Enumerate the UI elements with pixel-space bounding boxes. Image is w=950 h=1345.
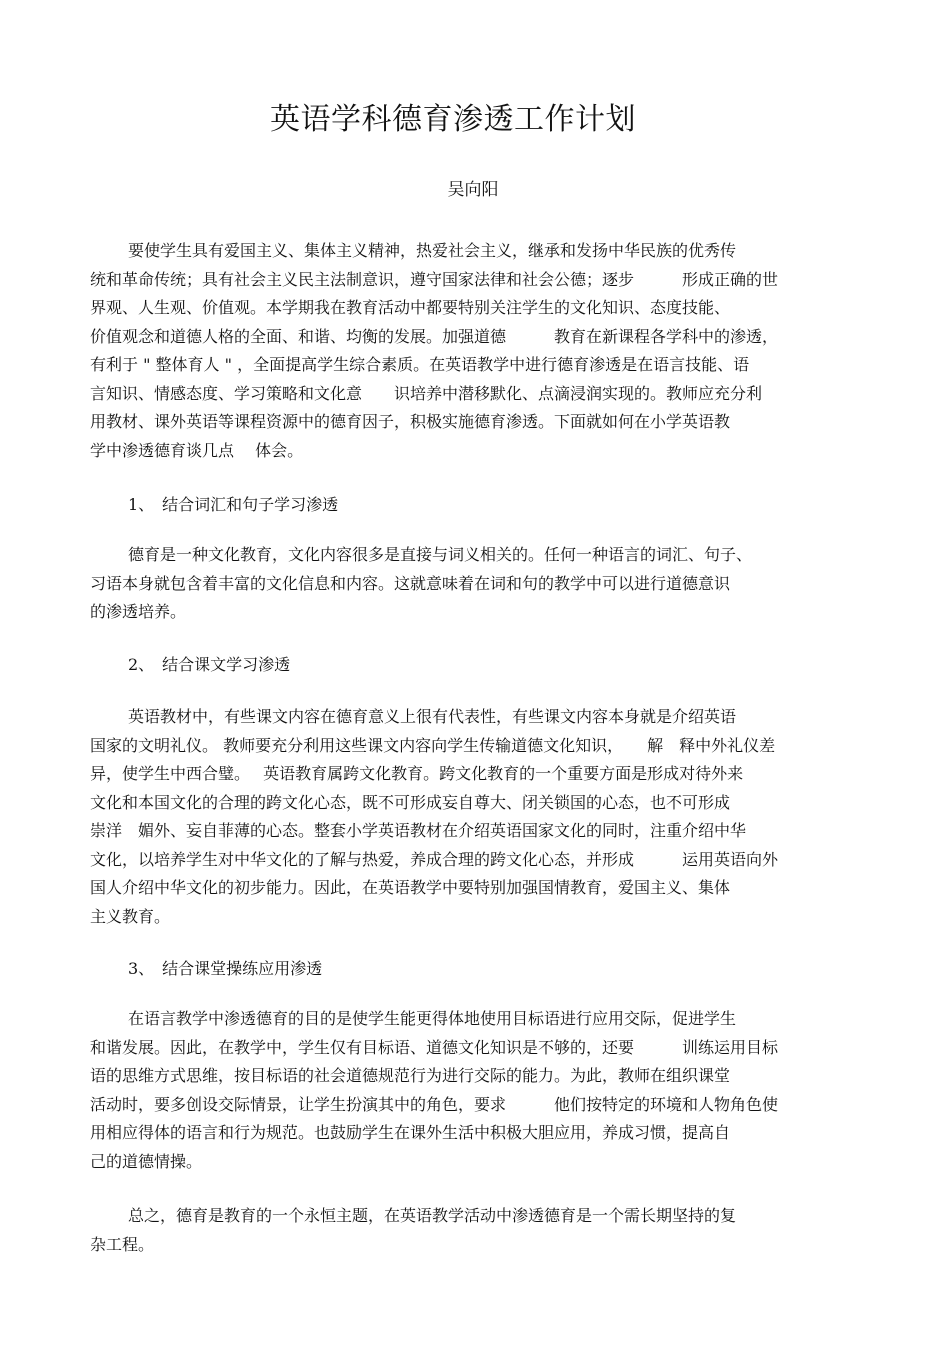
paragraph-line: 杂工程。 xyxy=(90,1234,155,1254)
paragraph-line: 用相应得体的语言和行为规范。也鼓励学生在课外生活中积极大胆应用，养成习惯，提高自 xyxy=(90,1123,731,1142)
section-heading: 2、 结合课文学习渗透 xyxy=(128,655,291,674)
section-heading: 3、 结合课堂操练应用渗透 xyxy=(128,959,323,978)
paragraph-line: 崇洋 媚外、妄自菲薄的心态。整套小学英语教材在介绍英语国家文化的同时，注重介绍中华 xyxy=(90,821,747,840)
paragraph-line: 价值观念和道德人格的全面、和谐、均衡的发展。加强道德 教育在新课程各学科中的渗透， xyxy=(90,326,779,346)
paragraph-line: 国家的文明礼仪。 教师要充分利用这些课文内容向学生传输道德文化知识， 解 释中外礼仪差 xyxy=(90,735,776,755)
paragraph-line: 文化，以培养学生对中华文化的了解与热爱，养成合理的跨文化心态，并形成 运用英语向外 xyxy=(90,849,779,869)
paragraph-line: 用教材、课外英语等课程资源中的德育因子，积极实施德育渗透。下面就如何在小学英语教 xyxy=(90,412,731,431)
paragraph-line: 的渗透培养。 xyxy=(90,602,187,621)
paragraph-line: 有利于 " 整体育人 " ，全面提高学生综合素质。在英语教学中进行德育渗透是在语言技能、语 xyxy=(90,355,750,374)
paragraph-line: 在语言教学中渗透德育的目的是使学生能更得体地使用目标语进行应用交际，促进学生 xyxy=(128,1009,737,1028)
intro-paragraph xyxy=(90,237,858,465)
section2-paragraph xyxy=(90,703,858,931)
conclusion-paragraph xyxy=(90,1202,858,1259)
paragraph-line: 统和革命传统；具有社会主义民主法制意识，遵守国家法律和社会公德；逐步 形成正确的世 xyxy=(90,269,779,289)
paragraph-line: 主义教育。 xyxy=(90,906,171,926)
document-author: 吴向阳 xyxy=(447,180,499,200)
paragraph-line: 异，使学生中西合璧。 英语教育属跨文化教育。跨文化教育的一个重要方面是形成对待外来 xyxy=(90,764,744,783)
paragraph-line: 言知识、情感态度、学习策略和文化意 识培养中潜移默化、点滴浸润实现的。教师应充分利 xyxy=(90,383,763,403)
paragraph-line: 己的道德情操。 xyxy=(90,1151,203,1171)
section1-paragraph xyxy=(90,541,858,627)
paragraph-line: 界观、人生观、价值观。本学期我在教育活动中都要特别关注学生的文化知识、态度技能、 xyxy=(90,298,731,317)
section-heading: 1、 结合词汇和句子学习渗透 xyxy=(128,495,339,514)
paragraph-line: 和谐发展。因此，在教学中，学生仅有目标语、道德文化知识是不够的，还要 训练运用目标 xyxy=(90,1037,779,1057)
paragraph-line: 德育是一种文化教育，文化内容很多是直接与词义相关的。任何一种语言的词汇、句子、 xyxy=(128,545,753,564)
paragraph-line: 语的思维方式思维，按目标语的社会道德规范行为进行交际的能力。为此，教师在组织课堂 xyxy=(90,1066,731,1085)
paragraph-line: 学中渗透德育谈几点 体会。 xyxy=(90,440,304,460)
document-title: 英语学科德育渗透工作计划 xyxy=(270,102,636,137)
paragraph-line: 国人介绍中华文化的初步能力。因此，在英语教学中要特别加强国情教育，爱国主义、集体 xyxy=(90,878,731,897)
paragraph-line: 英语教材中，有些课文内容在德育意义上很有代表性，有些课文内容本身就是介绍英语 xyxy=(128,707,737,726)
paragraph-line: 活动时，要多创设交际情景，让学生扮演其中的角色，要求 他们按特定的环境和人物角色使 xyxy=(90,1094,779,1114)
paragraph-line: 习语本身就包含着丰富的文化信息和内容。这就意味着在词和句的教学中可以进行道德意识 xyxy=(90,573,731,593)
paragraph-line: 要使学生具有爱国主义、集体主义精神，热爱社会主义，继承和发扬中华民族的优秀传 xyxy=(128,241,737,260)
section3-paragraph xyxy=(90,1005,858,1176)
paragraph-line: 文化和本国文化的合理的跨文化心态，既不可形成妄自尊大、闭关锁国的心态，也不可形成 xyxy=(90,792,731,812)
paragraph-line: 总之，德育是教育的一个永恒主题，在英语教学活动中渗透德育是一个需长期坚持的复 xyxy=(128,1206,737,1225)
